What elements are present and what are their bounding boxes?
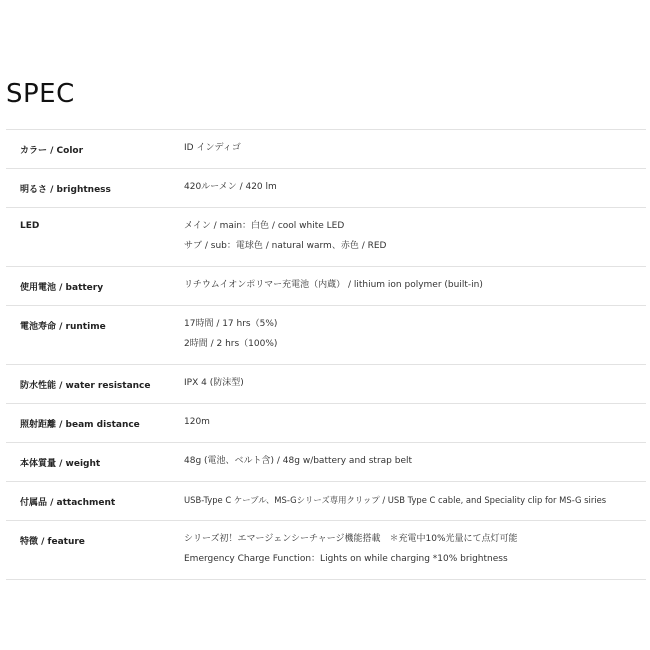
- spec-row-runtime: [6, 306, 646, 365]
- spec-value: 2時間 / 2 hrs（100%): [184, 339, 278, 349]
- spec-value: メイン / main：白色 / cool white LED: [184, 221, 345, 231]
- spec-label: LED: [20, 221, 40, 231]
- spec-row-weight: [6, 443, 646, 482]
- spec-label: 照射距離 / beam distance: [20, 420, 140, 430]
- spec-label: 付属品 / attachment: [20, 498, 116, 508]
- spec-value: シリーズ初！エマージェンシーチャージ機能搭載 ＊充電中10%光量にて点灯可能: [184, 534, 518, 544]
- spec-label: 本体質量 / weight: [20, 459, 101, 469]
- spec-row-led: [6, 208, 646, 267]
- spec-label: 特徴 / feature: [20, 537, 85, 547]
- spec-value: 420ルーメン / 420 lm: [184, 182, 277, 192]
- spec-label: 電池寿命 / runtime: [20, 322, 106, 332]
- spec-row-beam-distance: [6, 404, 646, 443]
- spec-table: [6, 129, 646, 580]
- page-title: SPEC: [6, 79, 75, 109]
- spec-row-battery: [6, 267, 646, 306]
- spec-value: 120m: [184, 417, 210, 427]
- spec-values: [184, 208, 646, 266]
- spec-values: [184, 404, 646, 442]
- spec-values: [184, 443, 646, 481]
- spec-values: [184, 306, 646, 364]
- spec-values: [184, 521, 646, 579]
- spec-label: 明るさ / brightness: [20, 185, 111, 195]
- spec-value: リチウムイオンポリマー充電池（内蔵） / lithium ion polymer (built-in): [184, 280, 483, 290]
- spec-label: 使用電池 / battery: [20, 283, 104, 293]
- spec-row-brightness: [6, 169, 646, 208]
- spec-row-color: [6, 130, 646, 169]
- spec-value: IPX 4 (防沫型): [184, 378, 244, 388]
- spec-value: サブ / sub：電球色 / natural warm、赤色 / RED: [184, 241, 387, 251]
- spec-row-attachment: [6, 482, 646, 521]
- spec-value: USB-Type C ケーブル、MS-Gシリーズ専用クリップ / USB Type C cable, and Speciality clip for MS-G siries: [184, 495, 607, 505]
- spec-value: ID インディゴ: [184, 143, 241, 153]
- spec-values: [184, 482, 646, 520]
- spec-row-feature: [6, 521, 646, 580]
- spec-value: Emergency Charge Function：Lights on while charging *10% brightness: [184, 554, 508, 564]
- spec-values: [184, 169, 646, 207]
- spec-label: 防水性能 / water resistance: [20, 381, 151, 391]
- spec-label: カラー / Color: [20, 146, 84, 156]
- spec-value: 48g (電池、ベルト含) / 48g w/battery and strap belt: [184, 456, 413, 466]
- spec-values: [184, 130, 646, 168]
- spec-value: 17時間 / 17 hrs（5%): [184, 319, 278, 329]
- spec-row-water-resistance: [6, 365, 646, 404]
- spec-values: [184, 365, 646, 403]
- spec-values: [184, 267, 646, 305]
